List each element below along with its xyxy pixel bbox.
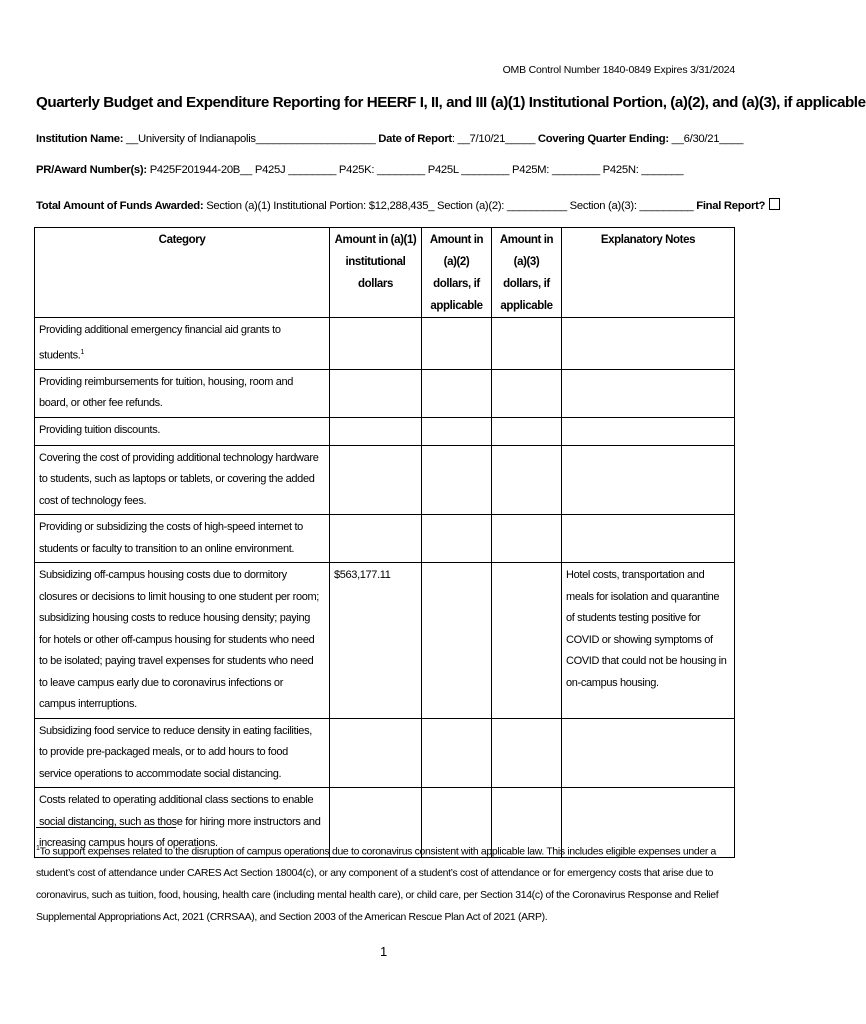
cell-amount-a1[interactable]	[330, 369, 422, 417]
cell-notes[interactable]	[562, 318, 735, 370]
cell-amount-a3[interactable]	[492, 417, 562, 445]
cell-amount-a2[interactable]	[422, 369, 492, 417]
cell-category	[35, 417, 330, 445]
cell-amount-a3[interactable]	[492, 563, 562, 719]
cell-notes[interactable]	[562, 718, 735, 788]
total-funds-line	[36, 198, 780, 212]
table-row	[35, 563, 735, 719]
cell-amount-a1[interactable]	[330, 417, 422, 445]
final-report-checkbox[interactable]	[769, 198, 780, 210]
cell-amount-a2[interactable]	[422, 718, 492, 788]
cell-amount-a1[interactable]	[330, 445, 422, 515]
institution-label: Institution Name	[36, 133, 120, 145]
institution-value[interactable]: __University of Indianapolis____________________	[126, 133, 376, 145]
cell-category-text: Providing or subsidizing the costs of high-speed internet to students or faculty to transition to an online environment.	[39, 521, 303, 555]
cell-notes[interactable]	[562, 369, 735, 417]
table-row	[35, 318, 735, 370]
date-colon: :	[451, 133, 458, 145]
table-header-row	[35, 228, 735, 318]
quarter-label: Covering Quarter Ending:	[537, 133, 669, 145]
footnote	[36, 838, 736, 929]
expenditure-table	[34, 227, 735, 858]
cell-amount-a3[interactable]	[492, 515, 562, 563]
table-row	[35, 417, 735, 445]
cell-category	[35, 563, 330, 719]
cell-category-text: Providing tuition discounts.	[39, 423, 161, 436]
header-amount-a2: Amount in (a)(2) dollars, if applicable	[422, 228, 492, 318]
footnote-reference[interactable]: 1	[80, 348, 85, 356]
cell-amount-a2[interactable]	[422, 515, 492, 563]
omb-control-number: OMB Control Number 1840-0849 Expires 3/31/2024	[502, 64, 735, 76]
total-label: Total Amount of Funds Awarded:	[36, 200, 204, 212]
table-row	[35, 369, 735, 417]
date-value[interactable]: __7/10/21_____	[457, 133, 536, 145]
header-amount-a1: Amount in (a)(1) institutional dollars	[330, 228, 422, 318]
cell-amount-a3[interactable]	[492, 445, 562, 515]
cell-amount-a3[interactable]	[492, 369, 562, 417]
table-row	[35, 515, 735, 563]
page-number: 1	[380, 944, 388, 959]
award-label: PR/Award Number(s):	[36, 164, 147, 176]
cell-category	[35, 515, 330, 563]
table-row	[35, 445, 735, 515]
cell-category-text: Costs related to operating additional class sections to enable social distancing, such as those for hiring more instructors and increasing campus hours of operations.	[39, 794, 321, 850]
cell-amount-a2[interactable]	[422, 318, 492, 370]
cell-category	[35, 318, 330, 370]
award-line	[36, 164, 683, 176]
cell-amount-a1[interactable]	[330, 718, 422, 788]
footnote-divider	[36, 827, 176, 828]
cell-amount-a3[interactable]	[492, 318, 562, 370]
cell-amount-a2[interactable]	[422, 445, 492, 515]
cell-category-text: Covering the cost of providing additional technology hardware to students, such as laptops or tablets, or covering the added cost of technology fees.	[39, 451, 319, 507]
cell-amount-a1[interactable]	[330, 515, 422, 563]
header-category: Category	[35, 228, 330, 318]
cell-amount-a1[interactable]	[330, 318, 422, 370]
cell-notes[interactable]	[562, 417, 735, 445]
cell-category	[35, 369, 330, 417]
cell-category-text: Providing additional emergency financial aid grants to students.	[39, 324, 281, 362]
table-row	[35, 718, 735, 788]
cell-amount-a2[interactable]	[422, 417, 492, 445]
page-title: Quarterly Budget and Expenditure Reporting for HEERF I, II, and III (a)(1) Institutional Portion, (a)(2), and (a)(3), if applicable	[36, 94, 866, 111]
cell-category	[35, 445, 330, 515]
total-value[interactable]: Section (a)(1) Institutional Portion: $12,288,435_ Section (a)(2): __________ Section (a)(3): _________	[206, 200, 694, 212]
header-amount-a3: Amount in (a)(3) dollars, if applicable	[492, 228, 562, 318]
cell-notes[interactable]	[562, 563, 735, 719]
cell-amount-a1-text: $563,177.11	[334, 569, 391, 582]
cell-notes-text: Hotel costs, transportation and meals for isolation and quarantine of students testing positive for COVID or showing symptoms of COVID that could not be housing in on-campus housing.	[566, 569, 727, 689]
cell-category-text: Subsidizing food service to reduce density in eating facilities, to provide pre-packaged meals, or to add hours to food service operations to accommodate social distancing.	[39, 724, 312, 780]
cell-category-text: Providing reimbursements for tuition, housing, room and board, or other fee refunds.	[39, 375, 294, 410]
cell-notes[interactable]	[562, 445, 735, 515]
institution-line	[36, 133, 743, 145]
date-label: Date of Report	[378, 133, 452, 145]
cell-amount-a3[interactable]	[492, 718, 562, 788]
footnote-text: To support expenses related to the disruption of campus operations due to coronavirus consistent with applicable law. This includes eligible expenses under a student’s cost of attendance under CARES Act Section 18004(c), or any component of a student’s cost of attendance or for emergency costs that arise due to coronavirus, such as tuition, food, housing, health care (including mental health care), or child care, per Section 314(c) of the Coronavirus Response and Relief Supplemental Appropriations Act, 2021 (CRRSAA), and Section 2003 of the American Rescue Plan Act of 2021 (ARP).	[36, 846, 719, 924]
final-report-label: Final Report?	[696, 200, 766, 212]
award-value[interactable]: P425F201944-20B__ P425J ________ P425K: ________ P425L ________ P425M: ________ P425N: _______	[149, 164, 684, 176]
footnote-marker: 1	[36, 845, 40, 852]
cell-category	[35, 718, 330, 788]
header-notes: Explanatory Notes	[562, 228, 735, 318]
cell-amount-a1[interactable]	[330, 563, 422, 719]
cell-amount-a2[interactable]	[422, 563, 492, 719]
cell-category-text: Subsidizing off-campus housing costs due to dormitory closures or decisions to limit housing to one student per room; subsidizing housing costs to reduce housing density; paying for hotels or other off-campus housing for students who need to be isolated; paying travel expenses for students who need to leave campus early due to coronavirus infections or campus interruptions.	[39, 569, 319, 711]
cell-notes[interactable]	[562, 515, 735, 563]
quarter-value[interactable]: __6/30/21____	[671, 133, 744, 145]
institution-colon: :	[119, 133, 127, 145]
table-body	[35, 318, 735, 858]
